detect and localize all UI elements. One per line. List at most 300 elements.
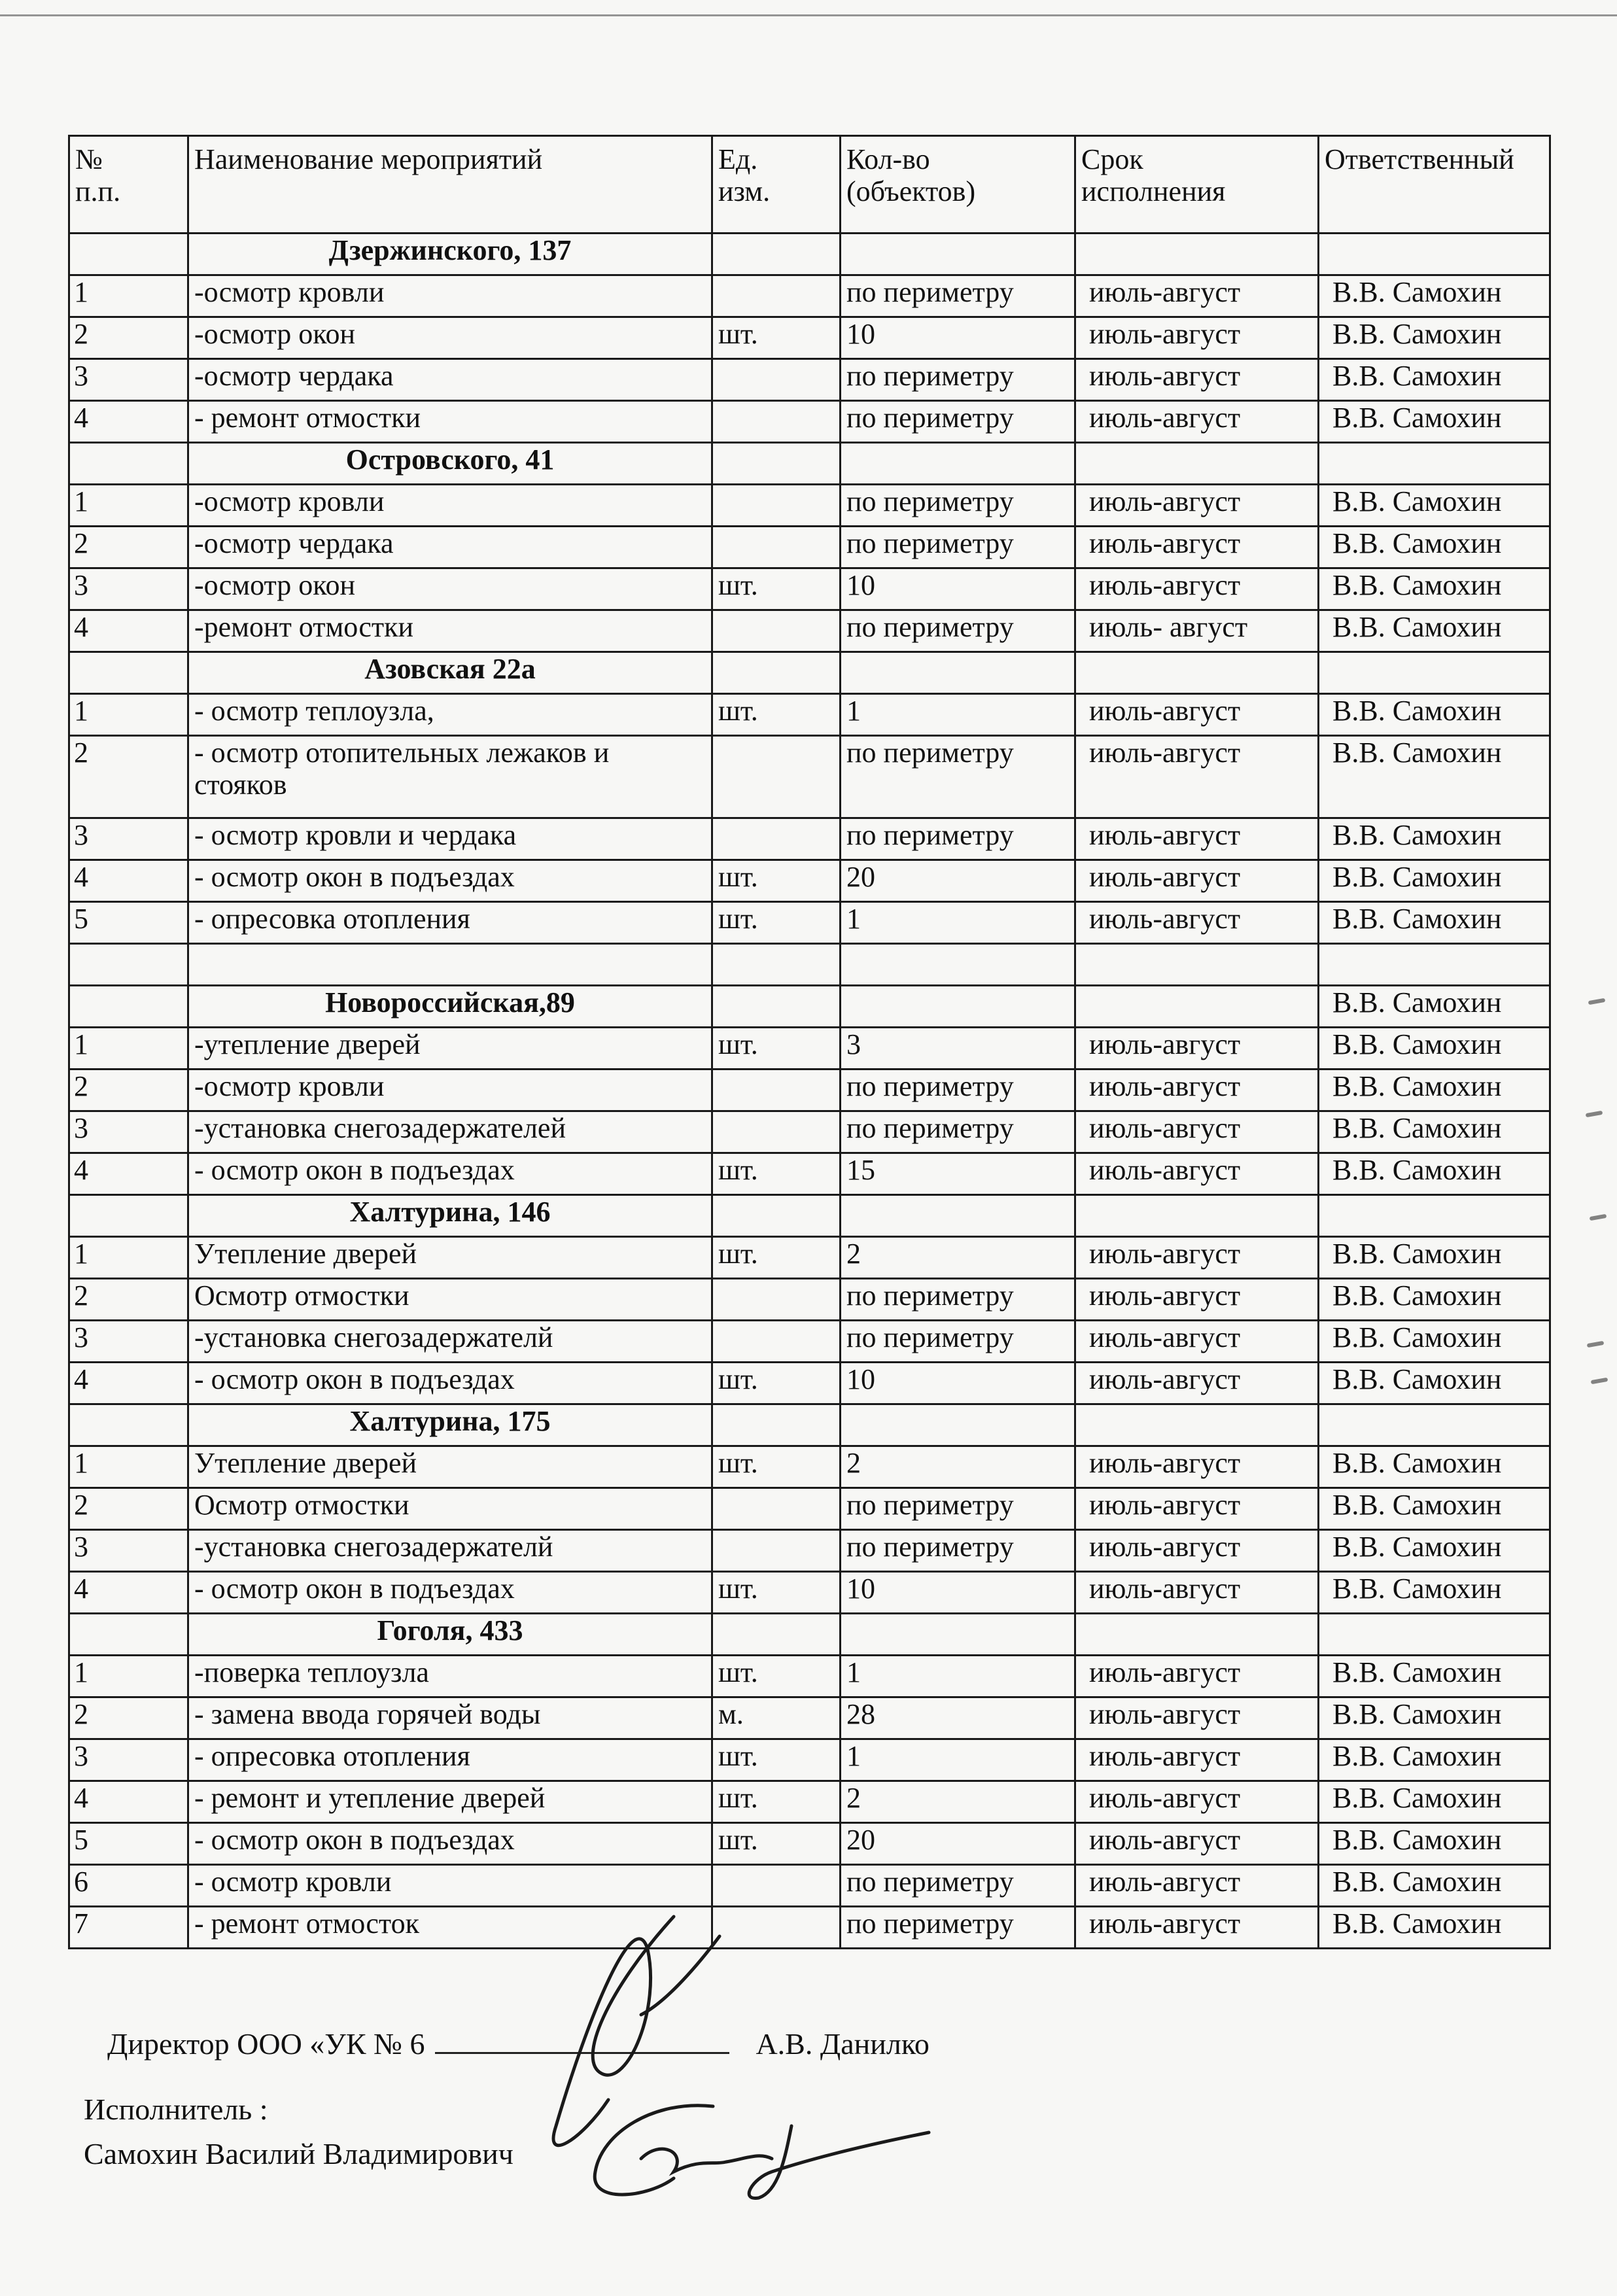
number-cell: 4 (69, 1781, 188, 1823)
activities-table (68, 135, 1551, 1949)
header-term (1075, 136, 1319, 234)
activity-cell: -осмотр окон (188, 317, 712, 359)
table-row (69, 1111, 1550, 1153)
table-header (69, 136, 1550, 234)
table-row (69, 359, 1550, 401)
unit-cell (712, 818, 841, 860)
scan-top-edge (0, 0, 1617, 16)
quantity-cell: по периметру (841, 1070, 1075, 1111)
unit-cell (712, 610, 841, 652)
quantity-cell (841, 986, 1075, 1028)
activity-cell: -осмотр чердака (188, 359, 712, 401)
unit-cell: шт. (712, 1153, 841, 1195)
section-row (69, 1614, 1550, 1656)
responsible-cell: В.В. Самохин (1319, 527, 1550, 568)
table-row (69, 1781, 1550, 1823)
activity-cell: -осмотр чердака (188, 527, 712, 568)
unit-cell: шт. (712, 1656, 841, 1697)
responsible-cell: В.В. Самохин (1319, 1111, 1550, 1153)
number-cell: 5 (69, 1823, 188, 1865)
section-row (69, 443, 1550, 485)
table-row (69, 902, 1550, 944)
activity-cell: Осмотр отмостки (188, 1488, 712, 1530)
term-cell: июль-август (1075, 1488, 1319, 1530)
term-cell (1075, 986, 1319, 1028)
responsible-cell: В.В. Самохин (1319, 317, 1550, 359)
header-unit (712, 136, 841, 234)
responsible-cell: В.В. Самохин (1319, 1823, 1550, 1865)
header-responsible-line: Ответственный (1325, 143, 1514, 175)
unit-cell: шт. (712, 860, 841, 902)
number-cell: 4 (69, 860, 188, 902)
number-cell (69, 652, 188, 694)
term-cell: июль-август (1075, 694, 1319, 736)
scan-speck (1591, 1378, 1608, 1384)
quantity-cell: по периметру (841, 1279, 1075, 1321)
quantity-cell: 3 (841, 1028, 1075, 1070)
quantity-cell: по периметру (841, 401, 1075, 443)
term-cell (1075, 443, 1319, 485)
term-cell: июль-август (1075, 1907, 1319, 1949)
responsible-cell: В.В. Самохин (1319, 1279, 1550, 1321)
term-cell: июль-август (1075, 736, 1319, 818)
number-cell (69, 1404, 188, 1446)
header-term-line: исполнения (1081, 175, 1226, 208)
section-row (69, 652, 1550, 694)
unit-cell: шт. (712, 1446, 841, 1488)
table-row (69, 1446, 1550, 1488)
term-cell: июль-август (1075, 359, 1319, 401)
term-cell: июль-август (1075, 1697, 1319, 1739)
activity-cell: - осмотр окон в подъездах (188, 1153, 712, 1195)
table-row (69, 1070, 1550, 1111)
term-cell: июль-август (1075, 1028, 1319, 1070)
responsible-cell: В.В. Самохин (1319, 1697, 1550, 1739)
section-title: Халтурина, 146 (188, 1195, 712, 1237)
number-cell: 2 (69, 1697, 188, 1739)
quantity-cell: по периметру (841, 1321, 1075, 1363)
table-row (69, 568, 1550, 610)
empty-cell (712, 944, 841, 986)
unit-cell (712, 275, 841, 317)
number-cell: 2 (69, 736, 188, 818)
number-cell (69, 234, 188, 275)
unit-cell (712, 1488, 841, 1530)
number-cell: 1 (69, 1237, 188, 1279)
term-cell: июль-август (1075, 1781, 1319, 1823)
number-cell: 3 (69, 1530, 188, 1572)
number-cell: 4 (69, 610, 188, 652)
quantity-cell (841, 443, 1075, 485)
responsible-cell: В.В. Самохин (1319, 485, 1550, 527)
empty-cell (188, 944, 712, 986)
number-cell (69, 1614, 188, 1656)
table-row (69, 1279, 1550, 1321)
responsible-cell: В.В. Самохин (1319, 1781, 1550, 1823)
responsible-cell: В.В. Самохин (1319, 401, 1550, 443)
number-cell: 2 (69, 1488, 188, 1530)
quantity-cell: 20 (841, 1823, 1075, 1865)
empty-cell (841, 944, 1075, 986)
quantity-cell: 2 (841, 1237, 1075, 1279)
unit-cell: шт. (712, 317, 841, 359)
section-title: Новороссийская,89 (188, 986, 712, 1028)
unit-cell (712, 443, 841, 485)
unit-cell (712, 986, 841, 1028)
unit-cell (712, 1111, 841, 1153)
table-row (69, 401, 1550, 443)
unit-cell (712, 1865, 841, 1907)
responsible-cell: В.В. Самохин (1319, 694, 1550, 736)
scan-speck (1586, 1111, 1603, 1117)
term-cell: июль-август (1075, 1111, 1319, 1153)
term-cell: июль-август (1075, 1865, 1319, 1907)
blank-row (69, 944, 1550, 986)
activity-cell: - опресовка отопления (188, 1739, 712, 1781)
activity-cell: - ремонт отмостки (188, 401, 712, 443)
activity-cell: - опресовка отопления (188, 902, 712, 944)
unit-cell (712, 652, 841, 694)
header-activity (188, 136, 712, 234)
activity-cell: - замена ввода горячей воды (188, 1697, 712, 1739)
quantity-cell: 10 (841, 1572, 1075, 1614)
responsible-cell: В.В. Самохин (1319, 1153, 1550, 1195)
term-cell: июль-август (1075, 1363, 1319, 1404)
number-cell: 1 (69, 694, 188, 736)
unit-cell (712, 1195, 841, 1237)
activity-cell: - осмотр окон в подъездах (188, 1572, 712, 1614)
table-row (69, 1028, 1550, 1070)
table-row (69, 1865, 1550, 1907)
quantity-cell (841, 1195, 1075, 1237)
activity-cell: - осмотр кровли и чердака (188, 818, 712, 860)
term-cell: июль-август (1075, 902, 1319, 944)
quantity-cell: 2 (841, 1781, 1075, 1823)
table-row (69, 1530, 1550, 1572)
director-label: Директор ООО «УК № 6 (107, 2027, 425, 2061)
quantity-cell (841, 1614, 1075, 1656)
unit-cell (712, 485, 841, 527)
quantity-cell: по периметру (841, 736, 1075, 818)
table-row (69, 1907, 1550, 1949)
table-row (69, 1656, 1550, 1697)
activity-cell: - осмотр отопительных лежаков и стояков (188, 736, 712, 818)
activity-cell: - осмотр теплоузла, (188, 694, 712, 736)
scan-speck (1587, 1341, 1605, 1348)
activity-cell: Осмотр отмостки (188, 1279, 712, 1321)
header-quantity-line: (объектов) (846, 175, 976, 208)
activity-cell: Утепление дверей (188, 1446, 712, 1488)
section-row (69, 986, 1550, 1028)
term-cell: июль-август (1075, 1237, 1319, 1279)
term-cell: июль-август (1075, 1279, 1319, 1321)
unit-cell: шт. (712, 1781, 841, 1823)
quantity-cell: 10 (841, 317, 1075, 359)
quantity-cell: по периметру (841, 1488, 1075, 1530)
responsible-cell: В.В. Самохин (1319, 1865, 1550, 1907)
table-row (69, 1363, 1550, 1404)
unit-cell: шт. (712, 1237, 841, 1279)
number-cell (69, 443, 188, 485)
number-cell: 1 (69, 485, 188, 527)
number-cell: 4 (69, 1363, 188, 1404)
unit-cell: шт. (712, 1363, 841, 1404)
responsible-cell: В.В. Самохин (1319, 1739, 1550, 1781)
executor-name: Самохин Василий Владимирович (84, 2137, 513, 2170)
table-row (69, 1237, 1550, 1279)
number-cell: 3 (69, 818, 188, 860)
number-cell: 6 (69, 1865, 188, 1907)
quantity-cell: по периметру (841, 485, 1075, 527)
empty-cell (1319, 944, 1550, 986)
quantity-cell: 10 (841, 568, 1075, 610)
table-row (69, 1321, 1550, 1363)
activity-cell: -установка снегозадержателй (188, 1321, 712, 1363)
header-unit-line: изм. (718, 175, 771, 208)
number-cell (69, 1195, 188, 1237)
section-title: Халтурина, 175 (188, 1404, 712, 1446)
executor-signature (576, 2087, 942, 2218)
section-row (69, 1404, 1550, 1446)
table-row (69, 818, 1550, 860)
term-cell (1075, 1614, 1319, 1656)
term-cell: июль-август (1075, 860, 1319, 902)
responsible-cell: В.В. Самохин (1319, 275, 1550, 317)
responsible-cell: В.В. Самохин (1319, 359, 1550, 401)
unit-cell: шт. (712, 1739, 841, 1781)
term-cell: июль-август (1075, 1656, 1319, 1697)
number-cell: 7 (69, 1907, 188, 1949)
table-row (69, 736, 1550, 818)
responsible-cell (1319, 652, 1550, 694)
header-row (69, 136, 1550, 234)
activity-cell: -ремонт отмостки (188, 610, 712, 652)
unit-cell (712, 1614, 841, 1656)
quantity-cell: по периметру (841, 275, 1075, 317)
responsible-cell: В.В. Самохин (1319, 1572, 1550, 1614)
term-cell: июль-август (1075, 1446, 1319, 1488)
unit-cell: м. (712, 1697, 841, 1739)
number-cell: 3 (69, 1321, 188, 1363)
quantity-cell: по периметру (841, 359, 1075, 401)
header-responsible (1319, 136, 1550, 234)
activity-cell: - осмотр окон в подъездах (188, 1823, 712, 1865)
responsible-cell (1319, 1404, 1550, 1446)
table-row (69, 485, 1550, 527)
term-cell: июль-август (1075, 568, 1319, 610)
executor-label: Исполнитель : (84, 2093, 268, 2126)
number-cell: 1 (69, 1446, 188, 1488)
table-row (69, 1488, 1550, 1530)
quantity-cell: 1 (841, 1656, 1075, 1697)
unit-cell: шт. (712, 1823, 841, 1865)
responsible-cell: В.В. Самохин (1319, 1446, 1550, 1488)
unit-cell: шт. (712, 568, 841, 610)
quantity-cell: по периметру (841, 610, 1075, 652)
unit-cell (712, 401, 841, 443)
unit-cell (712, 1070, 841, 1111)
responsible-cell: В.В. Самохин (1319, 986, 1550, 1028)
table-row (69, 275, 1550, 317)
unit-cell (712, 1279, 841, 1321)
term-cell: июль-август (1075, 527, 1319, 568)
responsible-cell: В.В. Самохин (1319, 1530, 1550, 1572)
unit-cell (712, 527, 841, 568)
number-cell: 1 (69, 1028, 188, 1070)
unit-cell (712, 1530, 841, 1572)
activity-cell: - ремонт отмосток (188, 1907, 712, 1949)
unit-cell: шт. (712, 1572, 841, 1614)
empty-cell (69, 944, 188, 986)
table-row (69, 694, 1550, 736)
term-cell (1075, 1404, 1319, 1446)
table-row (69, 1153, 1550, 1195)
number-cell: 3 (69, 1111, 188, 1153)
term-cell: июль-август (1075, 317, 1319, 359)
activity-cell: Утепление дверей (188, 1237, 712, 1279)
term-cell: июль-август (1075, 1153, 1319, 1195)
number-cell: 3 (69, 1739, 188, 1781)
table-row (69, 527, 1550, 568)
responsible-cell: В.В. Самохин (1319, 1028, 1550, 1070)
unit-cell: шт. (712, 694, 841, 736)
header-activity-line: Наименование мероприятий (194, 143, 543, 175)
section-row (69, 1195, 1550, 1237)
header-number (69, 136, 188, 234)
responsible-cell: В.В. Самохин (1319, 1656, 1550, 1697)
responsible-cell (1319, 1614, 1550, 1656)
section-title: Дзержинского, 137 (188, 234, 712, 275)
responsible-cell: В.В. Самохин (1319, 902, 1550, 944)
number-cell (69, 986, 188, 1028)
quantity-cell: по периметру (841, 1907, 1075, 1949)
scan-speck (1588, 998, 1606, 1005)
responsible-cell: В.В. Самохин (1319, 1070, 1550, 1111)
activity-cell: - осмотр окон в подъездах (188, 1363, 712, 1404)
activity-cell: - ремонт и утепление дверей (188, 1781, 712, 1823)
quantity-cell: 1 (841, 902, 1075, 944)
quantity-cell: по периметру (841, 1530, 1075, 1572)
responsible-cell: В.В. Самохин (1319, 610, 1550, 652)
term-cell: июль-август (1075, 1572, 1319, 1614)
section-title: Азовская 22а (188, 652, 712, 694)
quantity-cell (841, 652, 1075, 694)
unit-cell (712, 234, 841, 275)
responsible-cell: В.В. Самохин (1319, 1321, 1550, 1363)
table-row (69, 860, 1550, 902)
header-unit-line: Ед. (718, 143, 758, 175)
table-row (69, 1697, 1550, 1739)
empty-cell (1075, 944, 1319, 986)
quantity-cell: 1 (841, 1739, 1075, 1781)
quantity-cell: по периметру (841, 1865, 1075, 1907)
quantity-cell: 2 (841, 1446, 1075, 1488)
quantity-cell: по периметру (841, 1111, 1075, 1153)
quantity-cell: 28 (841, 1697, 1075, 1739)
term-cell: июль-август (1075, 275, 1319, 317)
quantity-cell (841, 234, 1075, 275)
number-cell: 2 (69, 1279, 188, 1321)
number-cell: 4 (69, 1153, 188, 1195)
term-cell: июль-август (1075, 485, 1319, 527)
activity-cell: - осмотр окон в подъездах (188, 860, 712, 902)
responsible-cell (1319, 1195, 1550, 1237)
term-cell (1075, 652, 1319, 694)
table-body (69, 234, 1550, 1949)
section-title: Островского, 41 (188, 443, 712, 485)
quantity-cell: по периметру (841, 527, 1075, 568)
table-row (69, 610, 1550, 652)
term-cell: июль-август (1075, 1070, 1319, 1111)
activity-cell: - осмотр кровли (188, 1865, 712, 1907)
section-title: Гоголя, 433 (188, 1614, 712, 1656)
quantity-cell: 15 (841, 1153, 1075, 1195)
term-cell: июль- август (1075, 610, 1319, 652)
term-cell (1075, 234, 1319, 275)
activity-cell: -утепление дверей (188, 1028, 712, 1070)
unit-cell: шт. (712, 902, 841, 944)
responsible-cell: В.В. Самохин (1319, 860, 1550, 902)
responsible-cell: В.В. Самохин (1319, 736, 1550, 818)
term-cell: июль-август (1075, 1823, 1319, 1865)
header-term-line: Срок (1081, 143, 1143, 175)
number-cell: 3 (69, 568, 188, 610)
section-row (69, 234, 1550, 275)
responsible-cell: В.В. Самохин (1319, 1907, 1550, 1949)
responsible-cell: В.В. Самохин (1319, 1237, 1550, 1279)
number-cell: 2 (69, 527, 188, 568)
responsible-cell: В.В. Самохин (1319, 568, 1550, 610)
responsible-cell: В.В. Самохин (1319, 818, 1550, 860)
quantity-cell: 10 (841, 1363, 1075, 1404)
header-quantity (841, 136, 1075, 234)
number-cell: 1 (69, 275, 188, 317)
number-cell: 2 (69, 1070, 188, 1111)
activity-cell: -установка снегозадержателй (188, 1530, 712, 1572)
term-cell: июль-август (1075, 818, 1319, 860)
unit-cell (712, 1404, 841, 1446)
unit-cell (712, 1321, 841, 1363)
activity-cell: -осмотр кровли (188, 485, 712, 527)
number-cell: 4 (69, 401, 188, 443)
term-cell: июль-август (1075, 1321, 1319, 1363)
scan-speck (1590, 1214, 1607, 1221)
table-row (69, 1739, 1550, 1781)
quantity-cell (841, 1404, 1075, 1446)
table-row (69, 1572, 1550, 1614)
header-number-line: № (75, 143, 103, 175)
activity-cell: -поверка теплоузла (188, 1656, 712, 1697)
quantity-cell: 1 (841, 694, 1075, 736)
table-row (69, 1823, 1550, 1865)
responsible-cell: В.В. Самохин (1319, 1363, 1550, 1404)
responsible-cell (1319, 234, 1550, 275)
number-cell: 3 (69, 359, 188, 401)
responsible-cell (1319, 443, 1550, 485)
term-cell: июль-август (1075, 401, 1319, 443)
header-quantity-line: Кол-во (846, 143, 930, 175)
activity-cell: -осмотр кровли (188, 275, 712, 317)
number-cell: 1 (69, 1656, 188, 1697)
activity-cell: -осмотр окон (188, 568, 712, 610)
responsible-cell: В.В. Самохин (1319, 1488, 1550, 1530)
term-cell: июль-август (1075, 1530, 1319, 1572)
number-cell: 2 (69, 317, 188, 359)
header-number-line: п.п. (75, 175, 121, 208)
activity-cell: -установка снегозадержателей (188, 1111, 712, 1153)
term-cell (1075, 1195, 1319, 1237)
unit-cell: шт. (712, 1028, 841, 1070)
